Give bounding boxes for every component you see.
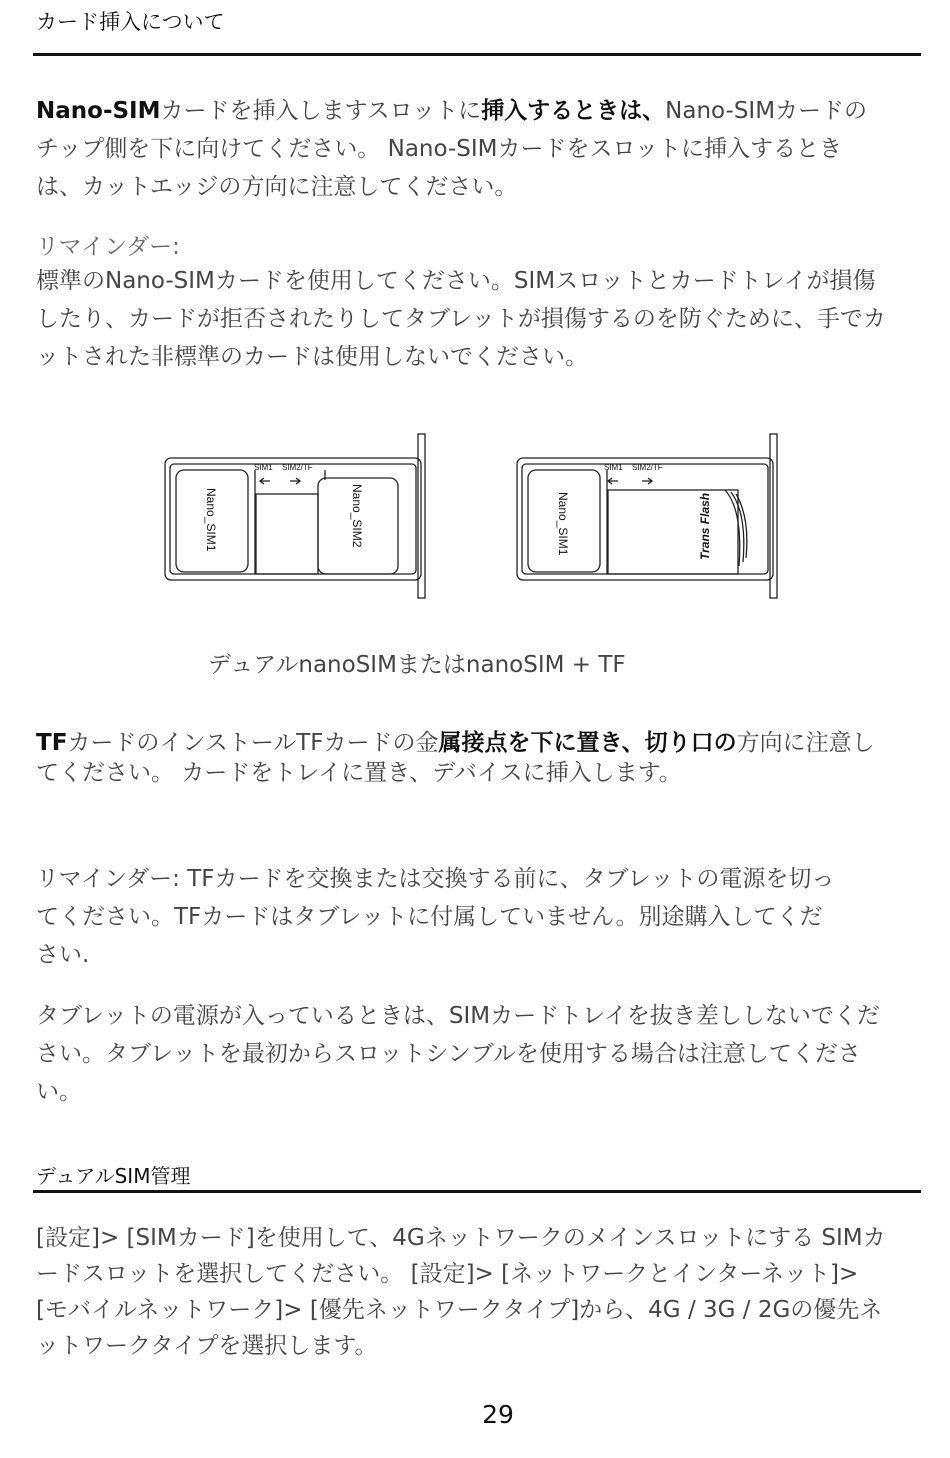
- page-header-title: カード挿入について: [36, 10, 225, 34]
- dual-sim-title: デュアルSIM管理: [36, 1164, 191, 1188]
- header-divider: [33, 53, 921, 56]
- nano-sim-text-1: カードを挿入しますスロットに: [160, 98, 482, 124]
- right-slot1-label: SIM1: [604, 463, 623, 472]
- right-card2-label: Trans Flash: [698, 492, 712, 560]
- reminder-1-text: 標準のNano-SIMカードを使用してください。SIMスロットとカードトレイが損傷したり、カードが拒否されたりしてタブレットが損傷するのを防ぐために、手でカットされた非標準のカードは使用しないでください。: [36, 268, 886, 370]
- tf-text-1: カードのインストールTFカードの金: [67, 730, 439, 756]
- reminder-1-label: リマインダー:: [36, 234, 180, 260]
- tf-text-2: 方向に注意してください。 カードをトレイに置き、デバイスに挿入します。: [36, 730, 875, 786]
- reminder-2-text: リマインダー: TFカードを交換または交換する前に、タブレットの電源を切ってください。TFカードはタブレットに付属していません。別途購入してください.: [36, 866, 835, 968]
- left-tray-diagram: [165, 434, 425, 598]
- right-tray-diagram: [517, 434, 777, 598]
- left-slot1-label: SIM1: [254, 463, 273, 472]
- nano-sim-bold-mid: 挿入するときは、: [481, 98, 666, 124]
- diagram-caption: デュアルnanoSIMまたはnanoSIM + TF: [208, 652, 626, 678]
- nano-sim-bold-lead: Nano-SIM: [36, 98, 161, 124]
- nano-sim-text-2: Nano-SIMカードのチップ側を下に向けてください。 Nano-SIMカードをスロットに挿入するときは、カットエッジの方向に注意してください。: [36, 98, 868, 200]
- page-number: 29: [482, 1400, 514, 1429]
- tf-bold-lead: TF: [36, 730, 68, 756]
- tf-card-paragraph: [36, 728, 886, 788]
- right-card1-label: Nano_SIM1: [556, 492, 570, 556]
- nano-sim-paragraph: [36, 92, 886, 206]
- left-card1-label: Nano_SIM1: [204, 488, 218, 552]
- left-card2-label: Nano_SIM2: [350, 484, 364, 548]
- dual-sim-paragraph: [設定]> [SIMカード]を使用して、4Gネットワークのメインスロットにする SIMカードスロットを選択してください。 [設定]> [ネットワークとインターネット]> [モバイルネットワーク]> [優先ネットワークタイプ]から、4G / 3G / 2Gの優先ネットワークタイプを選択します。: [36, 1225, 886, 1359]
- caution-paragraph: タブレットの電源が入っているときは、SIMカードトレイを抜き差ししないでください。タブレットを最初からスロットシンブルを使用する場合は注意してください。: [36, 1003, 880, 1105]
- left-slot2-label: SIM2/TF: [282, 463, 313, 472]
- tf-bold-mid: 属接点を下に置き、切り口の: [438, 730, 737, 756]
- dual-sim-divider: [33, 1190, 921, 1193]
- right-slot2-label: SIM2/TF: [632, 463, 663, 472]
- sim-tray-diagrams: [160, 430, 790, 605]
